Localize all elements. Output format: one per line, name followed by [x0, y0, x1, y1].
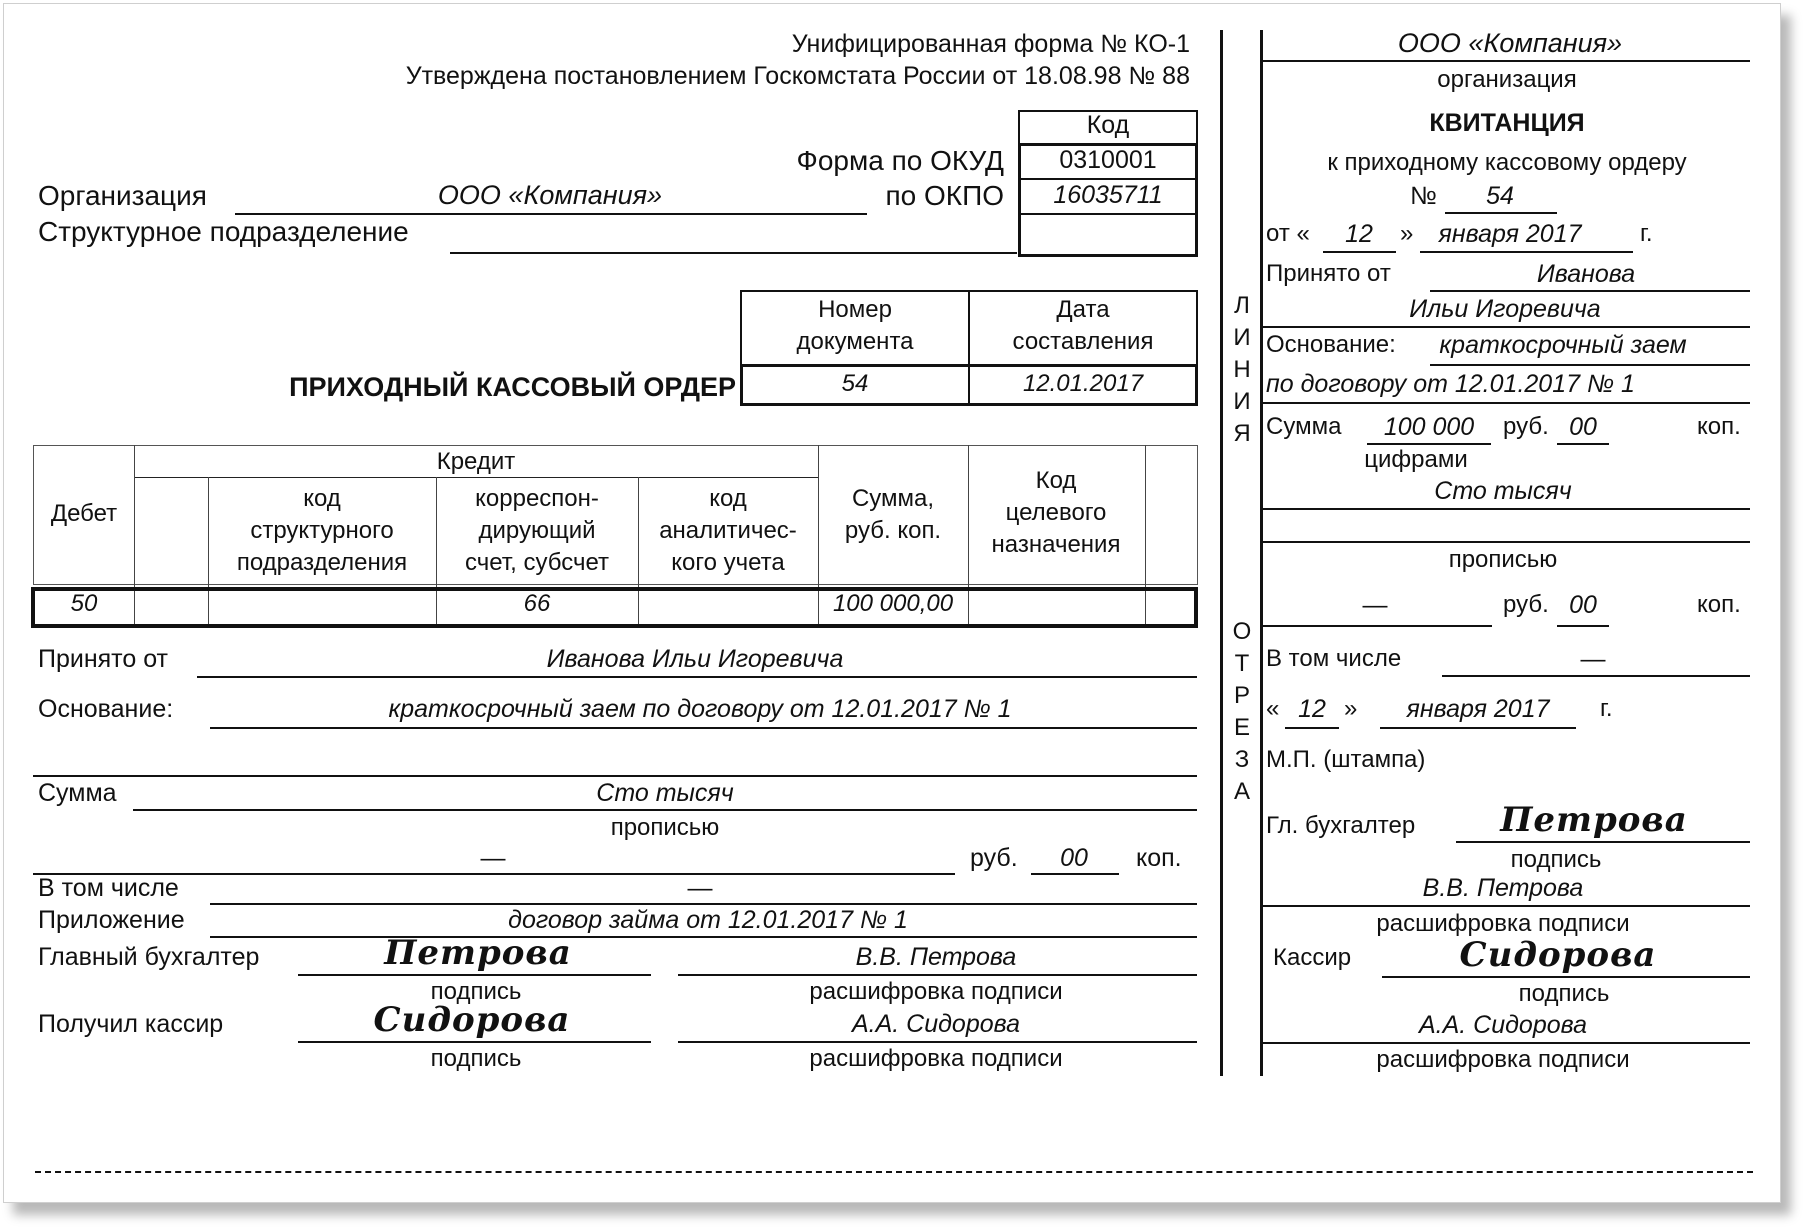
receipt-number: 54: [1486, 182, 1514, 210]
doc-number-header: Номер: [818, 296, 892, 323]
receipt-signature-caption-2: подпись: [1518, 980, 1610, 1007]
cashier-label: Получил кассир: [38, 1010, 224, 1038]
kop-value: 00: [1060, 844, 1088, 872]
receipt-date-month: января 2017: [1406, 695, 1550, 723]
receipt-org-value: ООО «Компания»: [1397, 28, 1623, 58]
receipt-date-day-line: [1285, 727, 1339, 729]
analytic-header: кого учета: [671, 549, 785, 576]
kop-label: коп.: [1136, 844, 1182, 872]
cut-line-letter: Л: [1234, 292, 1250, 319]
divider: [1018, 178, 1198, 180]
receipt-kop-label: коп.: [1697, 413, 1741, 440]
sum-header: руб. коп.: [844, 517, 942, 544]
receipt-in-words-caption: прописью: [1448, 546, 1558, 573]
cut-line-letter: А: [1233, 778, 1250, 805]
struct-header: код: [303, 485, 341, 512]
receipt-stamp-label: М.П. (штампа): [1266, 746, 1426, 773]
kop-line: [1031, 873, 1119, 875]
receipt-chief-name-line: [1262, 905, 1750, 907]
receipt-rub-label: руб.: [1503, 413, 1549, 440]
receipt-date-day: 12: [1298, 695, 1326, 723]
receipt-chief-signature: Петрова: [1500, 800, 1688, 840]
receipt-sum-words-line: [1262, 508, 1750, 510]
receipt-title: КВИТАНЦИЯ: [1429, 109, 1585, 137]
attachment-value: договор займа от 12.01.2017 № 1: [508, 906, 908, 934]
receipt-received-label: Принято от: [1266, 260, 1391, 287]
cashier-signature-line: [298, 1041, 651, 1043]
received-from-label: Принято от: [38, 645, 169, 673]
form-name: Унифицированная форма № КО-1: [791, 30, 1190, 58]
sum-value: 100 000,00: [832, 590, 954, 617]
receipt-basis-label: Основание:: [1266, 331, 1396, 358]
including-label: В том числе: [38, 874, 179, 902]
receipt-received-value-2: Ильи Игоревича: [1409, 295, 1601, 323]
receipt-cashier-signature: Сидорова: [1459, 935, 1657, 975]
subdivision-line: [450, 252, 1017, 254]
struct-header: структурного: [250, 517, 394, 544]
attachment-label: Приложение: [38, 906, 185, 934]
analytic-header: аналитичес-: [659, 517, 797, 544]
receipt-received-line-2: [1262, 326, 1750, 328]
okpo-value: 16035711: [1053, 181, 1163, 209]
receipt-kop-value: 00: [1569, 413, 1597, 441]
receipt-number-line: [1445, 212, 1557, 214]
receipt-left-border: [1260, 30, 1263, 1076]
doc-date-header: составления: [1012, 328, 1154, 355]
receipt-date-open: «: [1266, 695, 1280, 722]
credit-header: Кредит: [436, 448, 516, 475]
debit-value: 50: [70, 590, 98, 617]
target-header: Код: [1035, 467, 1077, 494]
receipt-org-line: [1262, 60, 1750, 62]
basis-line-2: [33, 775, 1197, 777]
doc-date: 12.01.2017: [1022, 370, 1144, 397]
including-value: —: [687, 874, 713, 902]
receipt-cashier-sig-line: [1382, 976, 1750, 978]
receipt-basis-line: [1430, 364, 1750, 366]
cut-line-letter: Н: [1233, 356, 1251, 383]
chief-signature-line: [298, 974, 651, 976]
organization-value: ООО «Компания»: [437, 180, 663, 210]
receipt-chief-sig-line: [1456, 841, 1750, 843]
corr-header: корреспон-: [475, 485, 599, 512]
receipt-sum-digits: 100 000: [1383, 413, 1475, 441]
receipt-kop-line-2: [1557, 625, 1609, 627]
sum-dash: —: [480, 844, 506, 872]
receipt-kop-label-2: коп.: [1697, 591, 1741, 618]
okud-value: 0310001: [1059, 146, 1157, 174]
basis-label: Основание:: [38, 695, 174, 723]
receipt-basis-value-2: по договору от 12.01.2017 № 1: [1266, 370, 1635, 398]
debit-header: Дебет: [50, 500, 118, 527]
receipt-received-line: [1430, 290, 1750, 292]
receipt-including-value: —: [1580, 645, 1606, 673]
receipt-rub-label-2: руб.: [1503, 591, 1549, 618]
chief-name: В.В. Петрова: [855, 943, 1017, 971]
rub-label: руб.: [970, 844, 1018, 872]
corr-header: счет, субсчет: [465, 549, 609, 576]
subdivision-label: Структурное подразделение: [38, 216, 409, 247]
cut-line-letter: Р: [1233, 682, 1250, 709]
analytic-header: код: [709, 485, 747, 512]
receipt-date-month-line: [1380, 727, 1576, 729]
cut-line-letter: З: [1234, 746, 1250, 773]
decode-caption: расшифровка подписи: [809, 1045, 1063, 1072]
receipt-date-label: от «: [1266, 220, 1310, 247]
document-title: ПРИХОДНЫЙ КАССОВЫЙ ОРДЕР: [289, 372, 736, 402]
doc-number: 54: [841, 370, 869, 397]
cashier-signature: Сидорова: [373, 1000, 571, 1040]
signature-caption: подпись: [430, 978, 522, 1005]
chief-accountant-label: Главный бухгалтер: [38, 943, 260, 971]
cut-line-letter: О: [1232, 618, 1252, 645]
chief-signature: Петрова: [384, 933, 572, 973]
receipt-date-suffix: г.: [1600, 695, 1613, 722]
sum-label: Сумма: [38, 779, 117, 807]
organization-label: Организация: [38, 180, 207, 211]
sum-line: [133, 809, 1197, 811]
chief-name-line: [678, 974, 1197, 976]
receipt-quote: »: [1400, 220, 1414, 247]
receipt-sum-words: Сто тысяч: [1434, 477, 1572, 505]
receipt-month-year: января 2017: [1438, 220, 1582, 248]
basis-value: краткосрочный заем по договору от 12.01.2017 № 1: [388, 695, 1012, 723]
target-header: целевого: [1005, 499, 1107, 526]
receipt-cashier-label: Кассир: [1273, 944, 1352, 971]
receipt-day: 12: [1345, 220, 1373, 248]
receipt-including-line: [1442, 675, 1750, 677]
cut-line-letter: И: [1233, 388, 1251, 415]
approval-note: Утверждена постановлением Госкомстата России от 18.08.98 № 88: [405, 62, 1190, 90]
tear-line: [35, 1171, 1753, 1173]
corr-value: 66: [523, 590, 551, 617]
receipt-month-line: [1420, 251, 1633, 253]
receipt-day-line: [1323, 251, 1396, 253]
receipt-rub-words-line: [1262, 625, 1492, 627]
receipt-cashier-name: А.А. Сидорова: [1418, 1011, 1588, 1039]
divider: [1018, 213, 1198, 215]
receipt-date-close: »: [1344, 695, 1358, 722]
receipt-year-suffix: г.: [1640, 220, 1653, 247]
sum-header: Сумма,: [851, 485, 935, 512]
cut-line-letter: Я: [1233, 420, 1251, 447]
receipt-decode-caption: расшифровка подписи: [1376, 910, 1630, 937]
divider: [134, 477, 818, 478]
organization-line: [235, 213, 867, 215]
cashier-name: А.А. Сидорова: [851, 1010, 1021, 1038]
cashier-name-line: [678, 1041, 1197, 1043]
receipt-digits-caption: цифрами: [1364, 446, 1468, 473]
receipt-sum-line: [1367, 443, 1491, 445]
cut-line-letter: Е: [1233, 714, 1250, 741]
receipt-subtitle: к приходному кассовому ордеру: [1327, 149, 1687, 176]
received-from-line: [197, 676, 1197, 678]
receipt-signature-caption: подпись: [1510, 846, 1602, 873]
receipt-including-label: В том числе: [1266, 645, 1402, 672]
received-from-value: Иванова Ильи Игоревича: [546, 645, 844, 673]
cut-line-letter: И: [1233, 324, 1251, 351]
receipt-decode-caption-2: расшифровка подписи: [1376, 1046, 1630, 1073]
doc-date-header: Дата: [1056, 296, 1110, 323]
receipt-org-label: организация: [1437, 66, 1577, 93]
cut-line-letter: Т: [1234, 650, 1250, 677]
decode-caption: расшифровка подписи: [809, 978, 1063, 1005]
receipt-basis-value: краткосрочный заем: [1439, 331, 1687, 359]
including-line: [210, 903, 1197, 905]
receipt-number-sign: №: [1410, 182, 1437, 210]
receipt-sum-words-line-2: [1262, 541, 1750, 543]
struct-header: подразделения: [236, 549, 408, 576]
receipt-cashier-name-line: [1262, 1042, 1750, 1044]
receipt-sum-label: Сумма: [1266, 413, 1342, 440]
basis-line: [210, 727, 1197, 729]
target-header: назначения: [991, 531, 1121, 558]
receipt-kop-line: [1557, 443, 1609, 445]
codes-header: Код: [1086, 111, 1130, 139]
okud-label: Форма по ОКУД: [796, 145, 1004, 176]
receipt-chief-label: Гл. бухгалтер: [1266, 812, 1416, 839]
doc-number-header: документа: [796, 328, 914, 355]
receipt-received-value: Иванова: [1536, 260, 1636, 288]
accounts-data-row: [31, 587, 1198, 628]
receipt-kop-value-2: 00: [1569, 591, 1597, 619]
okpo-label: по ОКПО: [885, 180, 1004, 211]
in-words-label: прописью: [610, 814, 720, 841]
receipt-chief-name: В.В. Петрова: [1422, 874, 1584, 902]
receipt-words-dash: —: [1362, 591, 1388, 619]
receipt-basis-line-2: [1262, 402, 1750, 404]
cut-line: [1220, 30, 1223, 1076]
attachment-line: [210, 936, 1197, 938]
sum-words: Сто тысяч: [596, 779, 734, 807]
signature-caption: подпись: [430, 1045, 522, 1072]
corr-header: дирующий: [478, 517, 596, 544]
